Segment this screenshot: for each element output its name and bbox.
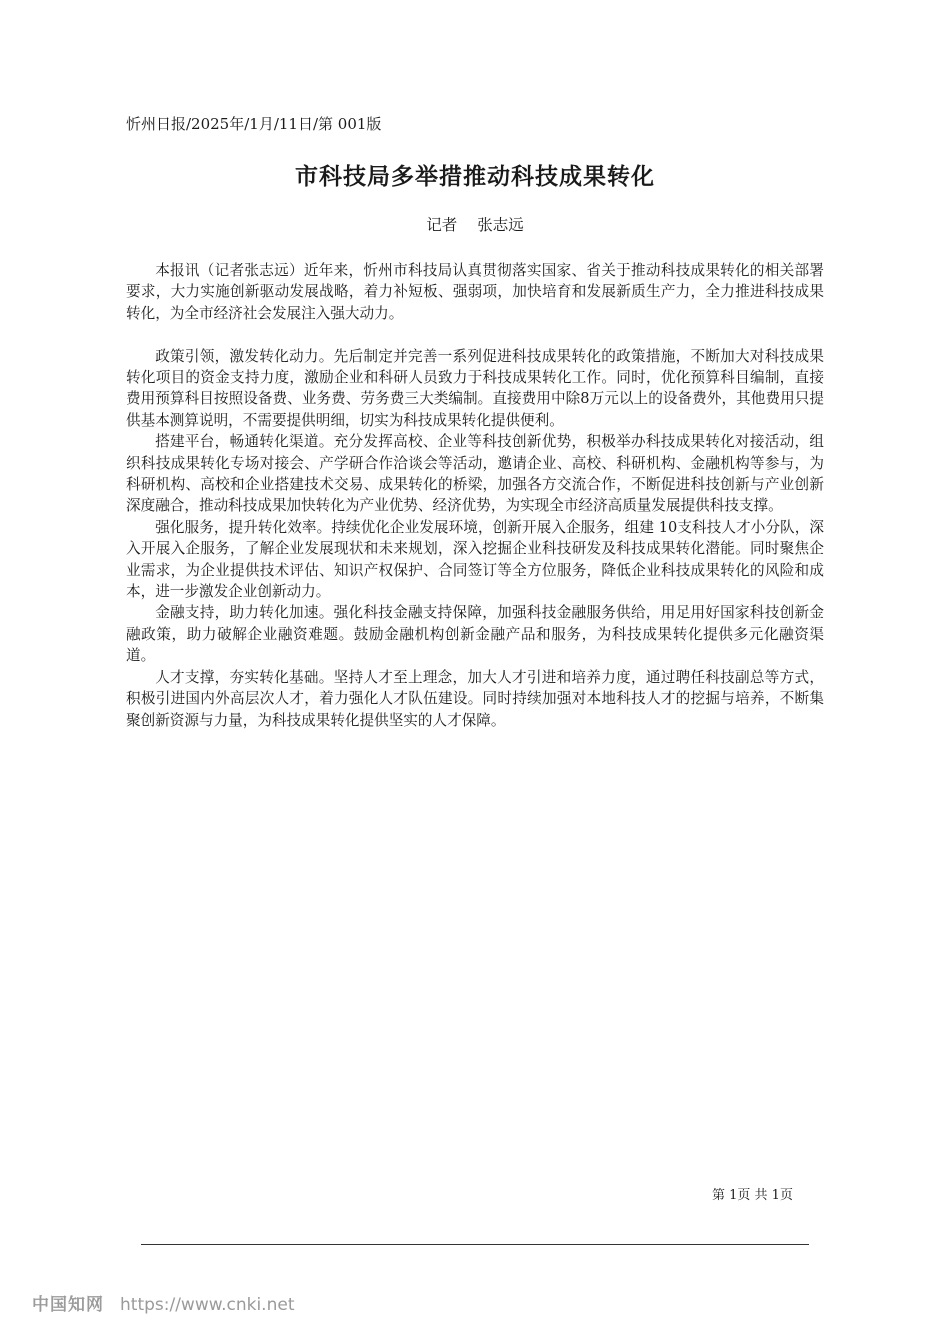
page-counter: 第 1页 共 1页 (712, 1188, 793, 1203)
article-paragraph-finance: 金融支持，助力转化加速。强化科技金融支持保障，加强科技金融服务供给，用足用好国家科技创新金融政策，助力破解企业融资难题。鼓励金融机构创新金融产品和服务，为科技成果转化提供多元化融资渠道。 (126, 604, 824, 665)
byline-role: 记者 (426, 216, 458, 234)
article-paragraph-policy: 政策引领，激发转化动力。先后制定并完善一系列促进科技成果转化的政策措施，不断加大对科技成果转化项目的资金支持力度，激励企业和科研人员致力于科技成果转化工作。同时，优化预算科目编制，直接费用预算科目按照设备费、业务费、劳务费三大类编制。直接费用中除8万元以上的设备费外，其他费用只提供基本测算说明，不需要提供明细，切实为科技成果转化提供便利。 (126, 347, 824, 429)
footer-divider (141, 1244, 809, 1245)
article-body (126, 260, 824, 731)
article-paragraph-platform: 搭建平台，畅通转化渠道。充分发挥高校、企业等科技创新优势，积极举办科技成果转化对接活动，组织科技成果转化专场对接会、产学研合作洽谈会等活动，邀请企业、高校、科研机构、金融机构等参与，为科研机构、高校和企业搭建技术交易、成果转化的桥梁，加强各方交流合作，不断促进科技创新与产业创新深度融合，推动科技成果加快转化为产业优势、经济优势，为实现全市经济高质量发展提供科技支撑。 (126, 433, 824, 515)
article-title: 市科技局多举措推动科技成果转化 (295, 164, 655, 190)
article-paragraph-talent: 人才支撑，夯实转化基础。坚持人才至上理念，加大人才引进和培养力度，通过聘任科技副总等方式，积极引进国内外高层次人才，着力强化人才队伍建设。同时持续加强对本地科技人才的挖掘与培养，不断集聚创新资源与力量，为科技成果转化提供坚实的人才保障。 (126, 668, 824, 729)
newspaper-source-line: 忻州日报/2025年/1月/11日/第 001版 (126, 115, 382, 133)
watermark-brand: 中国知网 (32, 1295, 104, 1315)
article-paragraph-service: 强化服务，提升转化效率。持续优化企业发展环境，创新开展入企服务，组建 10支科技人才小分队，深入开展入企服务，了解企业发展现状和未来规划，深入挖掘企业科技研发及科技成果转化潜能。同时聚焦企业需求，为企业提供技术评估、知识产权保护、合同签订等全方位服务，降低企业科技成果转化的风险和成本，进一步激发企业创新动力。 (126, 518, 824, 601)
cnki-watermark (32, 1292, 294, 1318)
watermark-url: https://www.cnki.net (120, 1295, 295, 1315)
article-lead-paragraph: 本报讯（记者张志远）近年来，忻州市科技局认真贯彻落实国家、省关于推动科技成果转化的相关部署要求，大力实施创新驱动发展战略，着力补短板、强弱项，加快培育和发展新质生产力，全力推进科技成果转化，为全市经济社会发展注入强大动力。 (126, 262, 824, 322)
byline-author-name: 张志远 (477, 216, 524, 234)
article-byline (0, 214, 950, 236)
